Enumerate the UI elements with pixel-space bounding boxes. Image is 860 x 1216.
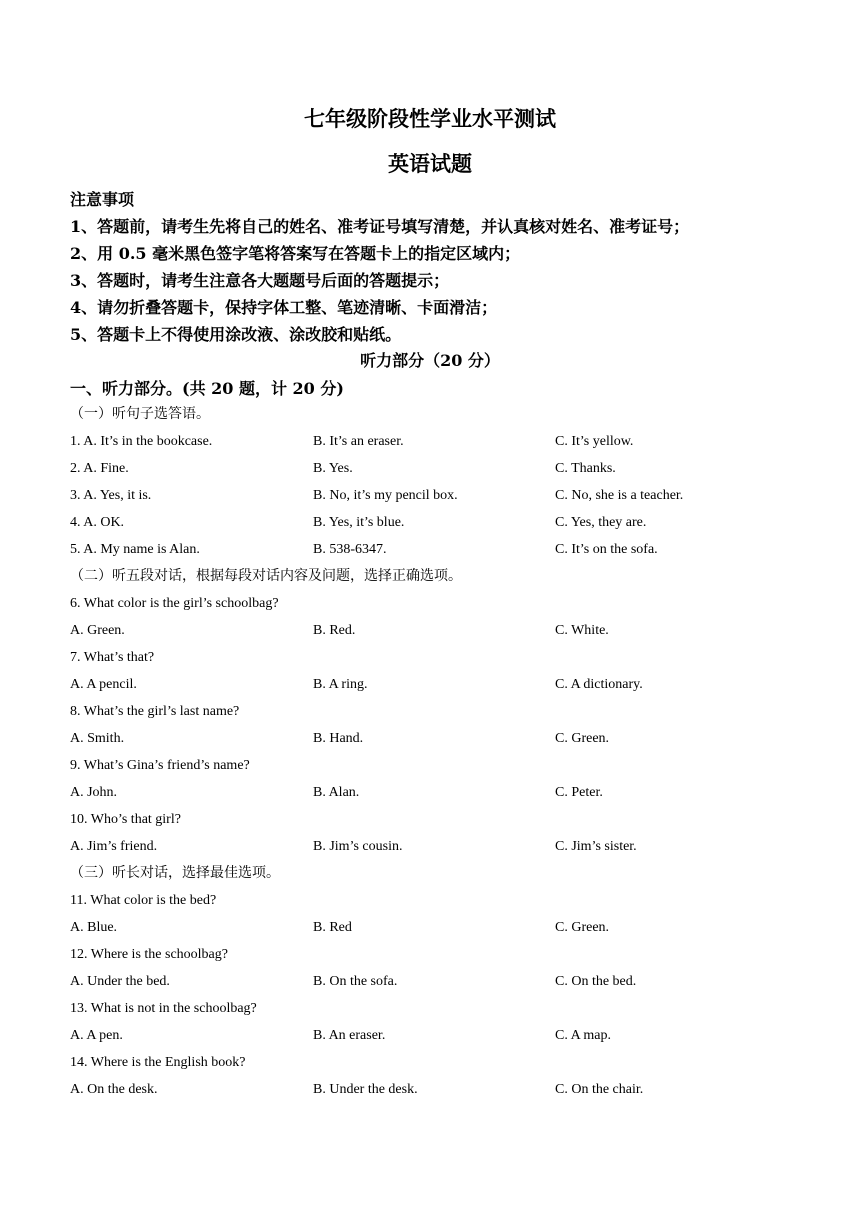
question-stem: 10. Who’s that girl? <box>70 812 181 827</box>
option-a: A. On the desk. <box>70 1082 158 1097</box>
option-b: B. A ring. <box>313 677 368 692</box>
options-row <box>70 509 830 536</box>
option-b: B. An eraser. <box>313 1028 386 1043</box>
question-stem: 9. What’s Gina’s friend’s name? <box>70 758 250 773</box>
option-a: 5. A. My name is Alan. <box>70 542 200 557</box>
options-row <box>70 914 830 941</box>
option-a: A. A pen. <box>70 1028 123 1043</box>
options-row <box>70 1022 830 1049</box>
option-a: 3. A. Yes, it is. <box>70 488 152 503</box>
option-b: B. Jim’s cousin. <box>313 839 403 854</box>
option-b: B. Red <box>313 920 352 935</box>
options-row <box>70 671 830 698</box>
option-b: B. Yes, it’s blue. <box>313 515 405 530</box>
options-row <box>70 455 830 482</box>
option-c: C. No, she is a teacher. <box>555 488 684 503</box>
options-row <box>70 1076 830 1103</box>
option-c: C. A map. <box>555 1028 612 1043</box>
option-a: A. John. <box>70 785 118 800</box>
option-c: C. It’s yellow. <box>555 434 634 449</box>
question-stem: 14. Where is the English book? <box>70 1055 246 1070</box>
option-a: A. Smith. <box>70 731 125 746</box>
options-row <box>70 779 830 806</box>
question-stem: 13. What is not in the schoolbag? <box>70 1001 257 1016</box>
question-stem: 7. What’s that? <box>70 650 155 665</box>
option-a: 1. A. It’s in the bookcase. <box>70 434 213 449</box>
options-row <box>70 428 830 455</box>
question-list <box>70 401 830 1103</box>
option-a: A. Jim’s friend. <box>70 839 158 854</box>
option-b: B. Yes. <box>313 461 353 476</box>
option-a: A. Under the bed. <box>70 974 170 989</box>
option-b: B. It’s an eraser. <box>313 434 404 449</box>
exam-title: 七年级阶段性学业水平测试 <box>304 106 556 131</box>
option-b: B. Under the desk. <box>313 1082 418 1097</box>
option-b: B. No, it’s my pencil box. <box>313 488 458 503</box>
notes-item: 1、答题前，请考生先将自己的姓名、准考证号填写清楚，并认真核对姓名、准考证号； <box>70 217 690 236</box>
section-title: （一）听句子选答语。 <box>70 406 210 422</box>
options-row <box>70 725 830 752</box>
option-c: C. Thanks. <box>555 461 616 476</box>
question-stem: 11. What color is the bed? <box>70 893 217 908</box>
question-stem: 8. What’s the girl’s last name? <box>70 704 240 719</box>
option-b: B. 538-6347. <box>313 542 387 557</box>
listening-title: 听力部分（20 分） <box>360 351 500 370</box>
option-b: B. On the sofa. <box>313 974 398 989</box>
option-c: C. Jim’s sister. <box>555 839 637 854</box>
options-row <box>70 968 830 995</box>
section-title: （二）听五段对话，根据每段对话内容及问题，选择正确选项。 <box>70 568 462 584</box>
option-c: C. Green. <box>555 920 610 935</box>
option-c: C. On the chair. <box>555 1082 644 1097</box>
notes-item: 2、用 0.5 毫米黑色签字笔将答案写在答题卡上的指定区域内； <box>70 244 521 263</box>
option-b: B. Red. <box>313 623 356 638</box>
option-a: A. Green. <box>70 623 125 638</box>
option-a: A. Blue. <box>70 920 118 935</box>
part1-title: 一、听力部分。(共 20 题，计 20 分) <box>70 379 344 398</box>
option-c: C. It’s on the sofa. <box>555 542 658 557</box>
option-c: C. White. <box>555 623 609 638</box>
notes-item: 5、答题卡上不得使用涂改液、涂改胶和贴纸。 <box>70 325 402 344</box>
options-row <box>70 482 830 509</box>
exam-subtitle: 英语试题 <box>388 151 472 176</box>
question-stem: 12. Where is the schoolbag? <box>70 947 228 962</box>
notes-item: 4、请勿折叠答题卡，保持字体工整、笔迹清晰、卡面滑洁； <box>70 298 498 317</box>
options-row <box>70 617 830 644</box>
options-row <box>70 833 830 860</box>
notes-block <box>70 186 830 348</box>
option-b: B. Alan. <box>313 785 360 800</box>
option-c: C. Yes, they are. <box>555 515 647 530</box>
option-a: A. A pencil. <box>70 677 137 692</box>
option-c: C. Peter. <box>555 785 603 800</box>
options-row <box>70 536 830 563</box>
notes-item: 3、答题时，请考生注意各大题题号后面的答题提示； <box>70 271 450 290</box>
option-c: C. A dictionary. <box>555 677 643 692</box>
option-b: B. Hand. <box>313 731 364 746</box>
notes-heading: 注意事项 <box>70 190 135 209</box>
option-c: C. On the bed. <box>555 974 637 989</box>
option-a: 2. A. Fine. <box>70 461 129 476</box>
option-c: C. Green. <box>555 731 610 746</box>
option-a: 4. A. OK. <box>70 515 125 530</box>
section-title: （三）听长对话，选择最佳选项。 <box>70 865 280 881</box>
question-stem: 6. What color is the girl’s schoolbag? <box>70 596 279 611</box>
